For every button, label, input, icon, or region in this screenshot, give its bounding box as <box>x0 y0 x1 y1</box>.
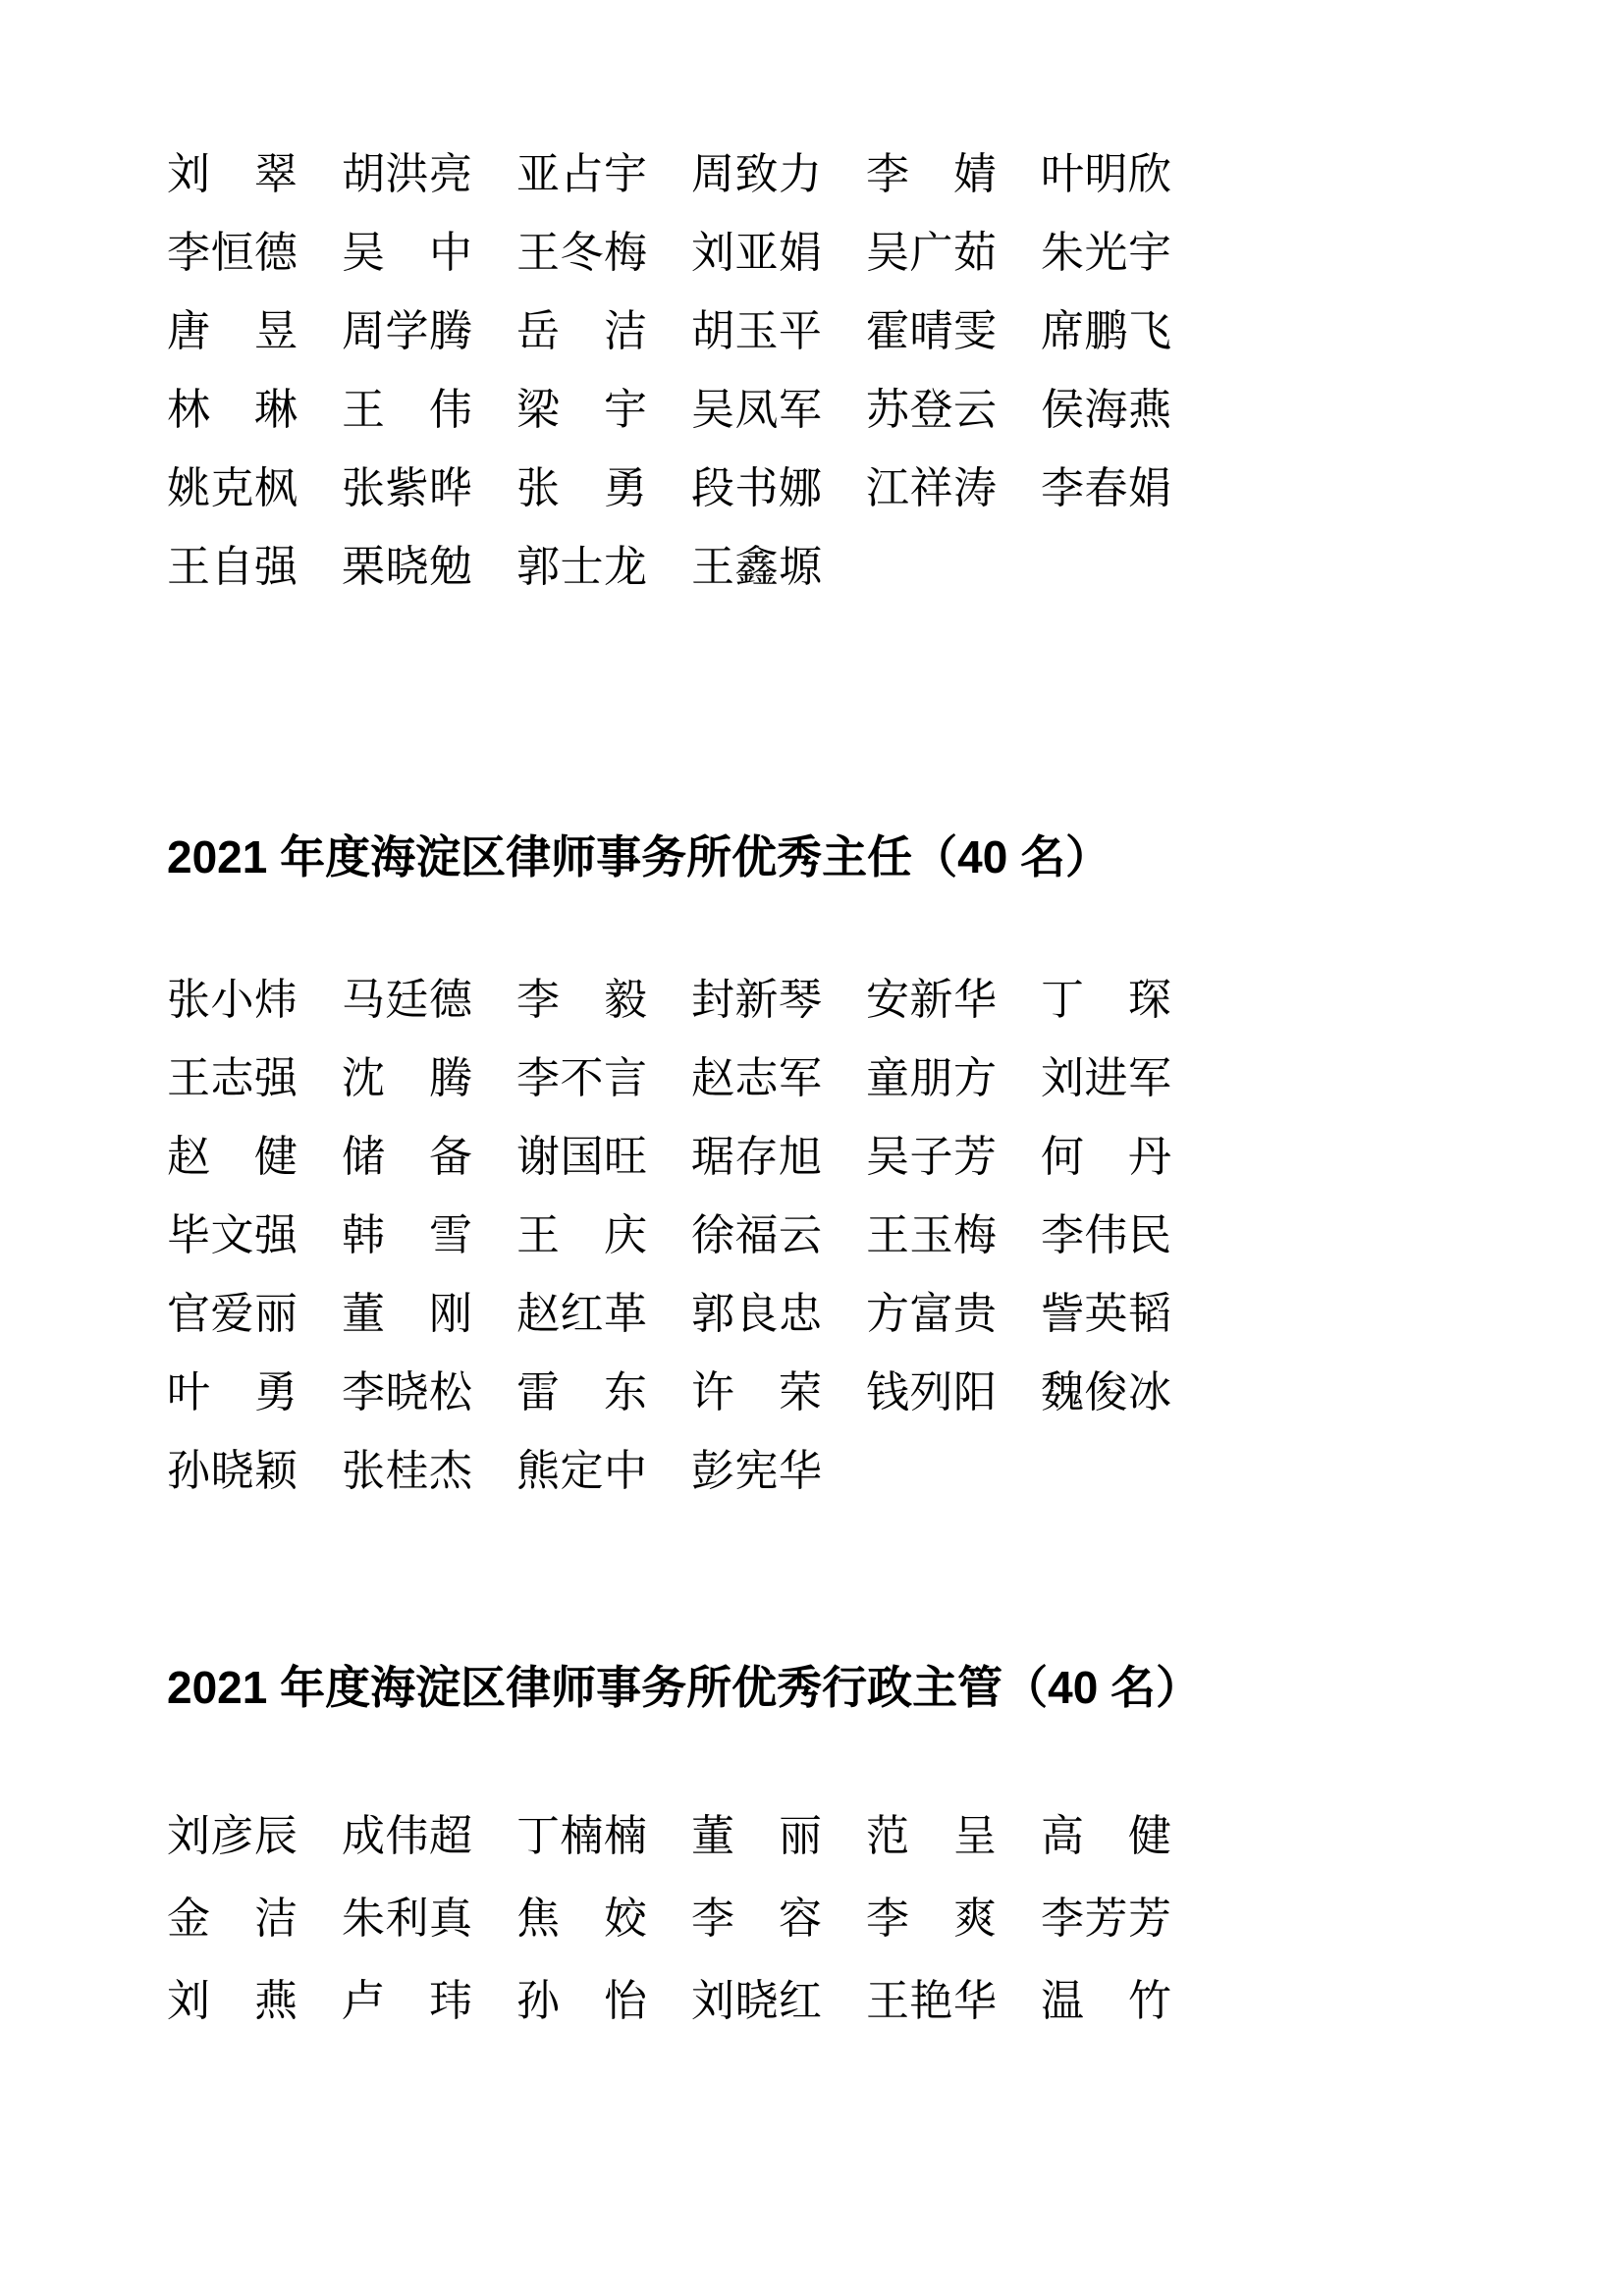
name-row: 姚克枫 张紫晔 张 勇 段书娜 江祥涛 李春娟 <box>167 464 1172 512</box>
name-row: 张小炜 马廷德 李 毅 封新琴 安新华 丁 琛 <box>167 976 1172 1024</box>
name-row: 赵 健 储 备 谢国旺 琚存旭 吴子芳 何 丹 <box>167 1133 1172 1181</box>
section-outstanding-directors <box>167 961 1526 1511</box>
section-heading-outstanding-directors: 2021 年度海淀区律师事务所优秀主任（40 名） <box>167 831 1111 882</box>
name-row: 王志强 沈 腾 李不言 赵志军 童朋方 刘进军 <box>167 1054 1172 1102</box>
section-outstanding-admin-supervisors <box>167 1795 1526 2043</box>
name-row: 李恒德 吴 中 王冬梅 刘亚娟 吴广茹 朱光宇 <box>167 229 1172 277</box>
section-lawyers-continued <box>167 135 1526 607</box>
name-row: 刘 翠 胡洪亮 亚占宇 周致力 李 婧 叶明欣 <box>167 150 1172 198</box>
name-row: 官爱丽 董 刚 赵红革 郭良忠 方富贵 訾英韬 <box>167 1290 1172 1338</box>
section-heading-outstanding-admin-supervisors: 2021 年度海淀区律师事务所优秀行政主管（40 名） <box>167 1662 1202 1713</box>
name-row: 王自强 栗晓勉 郭士龙 王鑫塬 <box>167 543 823 591</box>
name-row: 叶 勇 李晓松 雷 东 许 荣 钱列阳 魏俊冰 <box>167 1368 1172 1416</box>
name-row: 金 洁 朱利真 焦 姣 李 容 李 爽 李芳芳 <box>167 1895 1172 1943</box>
name-row: 刘 燕 卢 玮 孙 怡 刘晓红 王艳华 温 竹 <box>167 1977 1172 2025</box>
name-row: 孙晓颖 张桂杰 熊定中 彭宪华 <box>167 1447 823 1495</box>
name-row: 唐 昱 周学腾 岳 洁 胡玉平 霍晴雯 席鹏飞 <box>167 307 1172 355</box>
name-row: 毕文强 韩 雪 王 庆 徐福云 王玉梅 李伟民 <box>167 1211 1172 1259</box>
name-row: 刘彦辰 成伟超 丁楠楠 董 丽 范 呈 高 健 <box>167 1812 1172 1860</box>
name-row: 林 琳 王 伟 梁 宇 吴凤军 苏登云 侯海燕 <box>167 386 1172 434</box>
